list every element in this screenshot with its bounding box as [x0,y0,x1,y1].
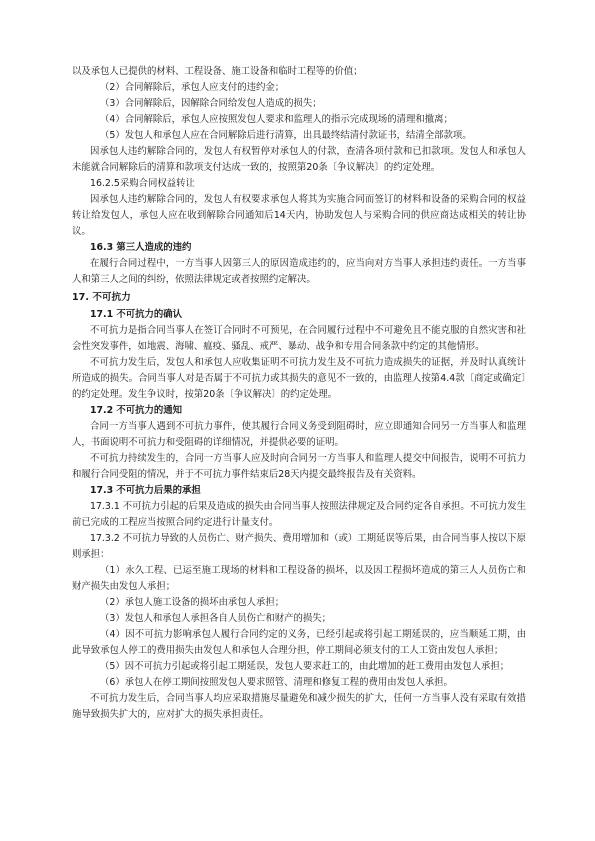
subsection-heading: 16.3 第三人造成的违约 [90,242,192,253]
body-paragraph: 17.3.1 不可抗力引起的后果及造成的损失由合同当事人按照法律规定及合同约定各自承担。不可抗力发生前已完成的工程应当按照合同约定进行计量支付。 [72,501,526,528]
body-paragraph: 因承包人违约解除合同的，发包人有权要求承包人将其为实施合同而签订的材料和设备的采购合同的权益转让给发包人，承包人应在收到解除合同通知后14天内，协助发包人与采购合同的供应商达成相关的转让协议。 [72,194,526,237]
body-paragraph: （5）因不可抗力引起或将引起工期延误，发包人要求赶工的，由此增加的赶工费用由发包人承担； [100,661,510,672]
body-paragraph: （3）合同解除后，因解除合同给发包人造成的损失； [100,98,322,109]
body-paragraph: 16.2.5采购合同权益转让 [90,178,195,189]
body-paragraph: （4）合同解除后，承包人应按照发包人要求和监理人的指示完成现场的清理和撤离； [100,114,453,125]
body-paragraph: （1）永久工程、已运至施工现场的材料和工程设备的损坏，以及因工程损坏造成的第三人人员伤亡和财产损失由发包人承担； [72,565,526,592]
body-paragraph: （3）发包人和承包人承担各自人员伤亡和财产的损失； [100,613,331,624]
body-paragraph: 不可抗力发生后，合同当事人均应采取措施尽量避免和减少损失的扩大，任何一方当事人没有采取有效措施导致损失扩大的，应对扩大的损失承担责任。 [72,693,526,720]
body-paragraph: （2）承包人施工设备的损坏由承包人承担； [100,597,285,608]
body-paragraph: 17.3.2 不可抗力导致的人员伤亡、财产损失、费用增加和（或）工期延误等后果，由合同当事人按以下原则承担： [72,533,526,560]
body-paragraph: 不可抗力持续发生的，合同一方当事人应及时向合同另一方当事人和监理人提交中间报告，说明不可抗力和履行合同受阻的情况，并于不可抗力事件结束后28天内提交最终报告及有关资料。 [72,453,526,480]
body-paragraph: 在履行合同过程中，一方当事人因第三人的原因造成违约的，应当向对方当事人承担违约责任。一方当事人和第三人之间的纠纷，依照法律规定或者按照约定解决。 [72,258,526,285]
body-paragraph: 因承包人违约解除合同的，发包人有权暂停对承包人的付款，查清各项付款和已扣款项。发包人和承包人未能就合同解除后的清算和款项支付达成一致的，按照第20条〔争议解决〕的约定处理。 [72,146,526,173]
body-paragraph: 不可抗力发生后，发包人和承包人应收集证明不可抗力发生及不可抗力造成损失的证据，并及时认真统计所造成的损失。合同当事人对是否属于不可抗力或其损失的意见不一致的，由监理人按第4.4款〔商定或确定〕的约定处理。发生争议时，按第20条〔争议解决〕的约定处理。 [72,357,526,400]
subsection-heading: 17.3 不可抗力后果的承担 [90,485,201,496]
body-paragraph: （6）承包人在停工期间按照发包人要求照管、清理和修复工程的费用由发包人承担。 [100,677,453,688]
body-paragraph: （4）因不可抗力影响承包人履行合同约定的义务，已经引起或将引起工期延误的，应当顺延工期，由此导致承包人停工的费用损失由发包人和承包人合理分担，停工期间必须支付的工人工资由发包人承担； [72,629,526,656]
section-heading: 17. 不可抗力 [72,292,131,303]
body-paragraph: （5）发包人和承包人应在合同解除后进行清算，出具最终结清付款证书，结清全部款项。 [100,130,472,141]
subsection-heading: 17.2 不可抗力的通知 [90,405,183,416]
body-paragraph: （2）合同解除后，承包人应支付的违约金； [100,82,285,93]
body-paragraph: 不可抗力是指合同当事人在签订合同时不可预见，在合同履行过程中不可避免且不能克服的自然灾害和社会性突发事件，如地震、海啸、瘟疫、骚乱、戒严、暴动、战争和专用合同条款中约定的其他情形。 [72,325,526,352]
document-page [72,64,526,723]
body-paragraph: 合同一方当事人遇到不可抗力事件，使其履行合同义务受到阻碍时，应立即通知合同另一方当事人和监理人，书面说明不可抗力和受阻碍的详细情况，并提供必要的证明。 [72,421,526,448]
body-paragraph: 以及承包人已提供的材料、工程设备、施工设备和临时工程等的价值； [72,66,363,77]
subsection-heading: 17.1 不可抗力的确认 [90,309,183,320]
